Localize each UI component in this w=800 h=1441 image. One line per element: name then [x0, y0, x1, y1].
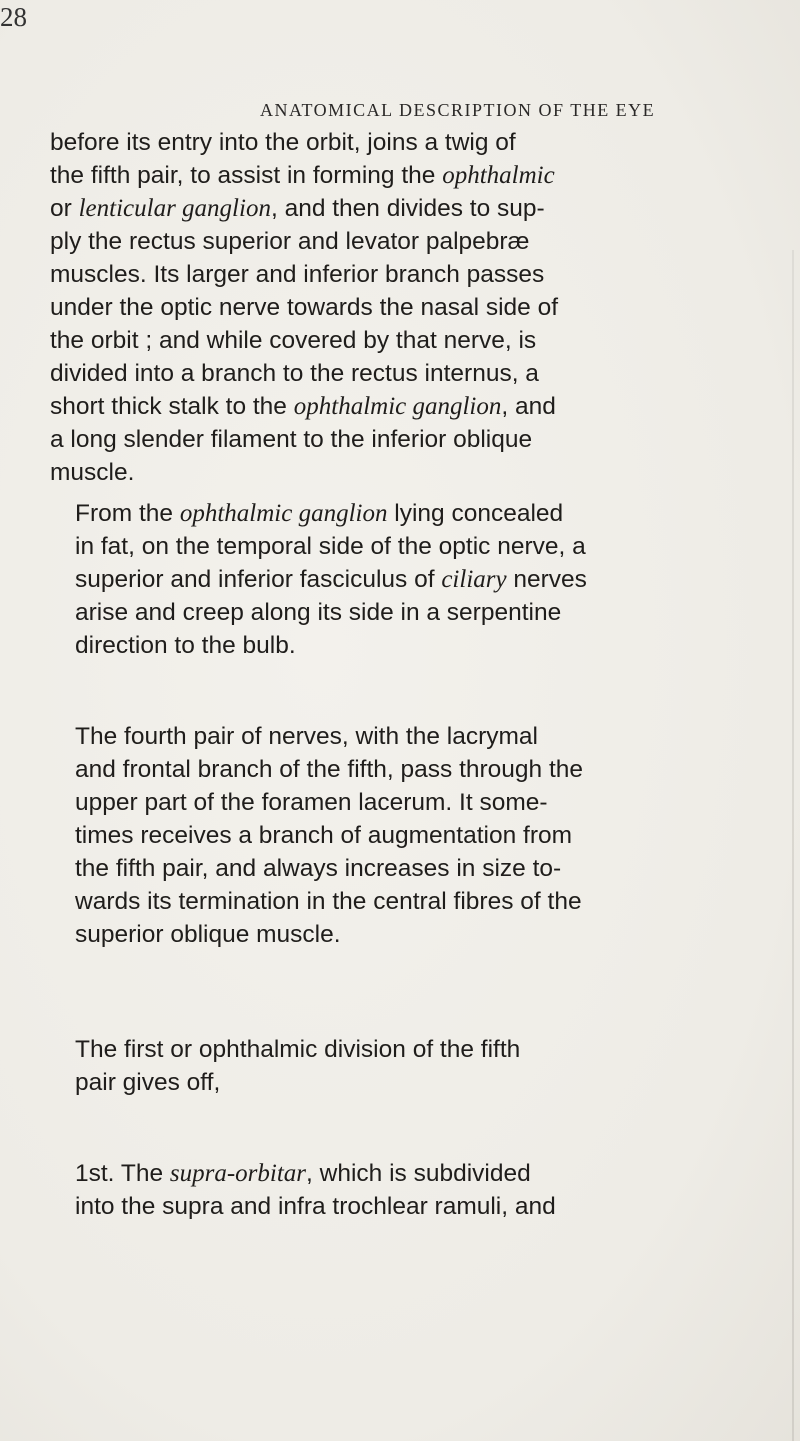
- paragraph-2: [50, 497, 800, 662]
- text-run: superior and inferior fasciculus of: [75, 566, 442, 593]
- text-run: the orbit ; and while covered by that nerve, is: [50, 327, 537, 354]
- running-head: ANATOMICAL DESCRIPTION OF THE EYE: [260, 100, 656, 120]
- paragraph-1: [50, 126, 780, 489]
- text-line: [50, 357, 780, 390]
- text-run: short thick stalk to the: [50, 393, 294, 420]
- text-run: the fifth pair, to assist in forming the: [50, 162, 443, 189]
- text-line: [75, 819, 800, 852]
- italic-term: supra-orbitar: [169, 1160, 307, 1187]
- text-line: [50, 192, 780, 225]
- text-line: [50, 126, 780, 159]
- text-run: into the supra and infra trochlear ramuli, and: [75, 1193, 556, 1220]
- text-run: muscles. Its larger and inferior branch passes: [50, 261, 545, 288]
- text-line: [75, 885, 800, 918]
- text-run: The first or ophthalmic division of the fifth: [75, 1036, 521, 1063]
- text-run: and frontal branch of the fifth, pass through the: [75, 756, 584, 783]
- italic-term: ophthalmic: [442, 162, 555, 189]
- text-line: [75, 1190, 800, 1223]
- text-run: , which is subdivided: [306, 1160, 531, 1187]
- text-run: wards its termination in the central fibres of the: [75, 888, 582, 915]
- italic-term: ciliary: [441, 566, 507, 593]
- text-line: [50, 258, 780, 291]
- text-line: [75, 1066, 800, 1099]
- text-line: [75, 629, 800, 662]
- text-run: in fat, on the temporal side of the optic nerve, a: [75, 533, 586, 560]
- text-line: [75, 1033, 800, 1066]
- text-run: 1st. The: [75, 1160, 170, 1187]
- text-line: [75, 786, 800, 819]
- text-line: [75, 852, 800, 885]
- text-line: [75, 596, 800, 629]
- text-run: arise and creep along its side in a serpentine: [75, 599, 562, 626]
- text-line: [75, 1157, 800, 1190]
- text-line: [75, 720, 800, 753]
- paragraph-4: [50, 1033, 800, 1099]
- text-run: the fifth pair, and always increases in size to-: [75, 855, 562, 882]
- text-run: , and: [501, 393, 556, 420]
- text-line: [75, 753, 800, 786]
- text-line: [50, 324, 780, 357]
- italic-term: ophthalmic ganglion: [179, 500, 388, 527]
- text-run: direction to the bulb.: [75, 632, 296, 659]
- text-run: times receives a branch of augmentation from: [75, 822, 573, 849]
- text-run: a long slender filament to the inferior oblique: [50, 426, 533, 453]
- text-line: [50, 159, 780, 192]
- text-run: nerves: [506, 566, 587, 593]
- text-line: [50, 456, 780, 489]
- text-line: [75, 497, 800, 530]
- text-run: or: [50, 195, 79, 222]
- text-run: , and then divides to sup-: [270, 195, 545, 222]
- text-line: [75, 563, 800, 596]
- paragraph-5: [50, 1157, 800, 1223]
- page-number: 28: [0, 2, 27, 32]
- italic-term: lenticular ganglion: [78, 195, 271, 222]
- text-run: upper part of the foramen lacerum. It some-: [75, 789, 548, 816]
- text-line: [50, 423, 780, 456]
- text-line: [75, 918, 800, 951]
- text-line: [50, 291, 780, 324]
- text-run: From the: [75, 500, 180, 527]
- paragraph-3: [50, 720, 800, 951]
- text-run: divided into a branch to the rectus internus, a: [50, 360, 539, 387]
- text-line: [75, 530, 800, 563]
- text-run: pair gives off,: [75, 1069, 221, 1096]
- text-run: under the optic nerve towards the nasal side of: [50, 294, 559, 321]
- text-line: [50, 225, 780, 258]
- text-run: superior oblique muscle.: [75, 921, 341, 948]
- text-run: before its entry into the orbit, joins a twig of: [50, 129, 516, 156]
- text-run: ply the rectus superior and levator palpebræ: [50, 228, 530, 255]
- text-run: muscle.: [50, 459, 135, 486]
- italic-term: ophthalmic ganglion: [293, 393, 502, 420]
- text-run: The fourth pair of nerves, with the lacrymal: [75, 723, 538, 750]
- text-line: [50, 390, 780, 423]
- text-run: lying concealed: [387, 500, 564, 527]
